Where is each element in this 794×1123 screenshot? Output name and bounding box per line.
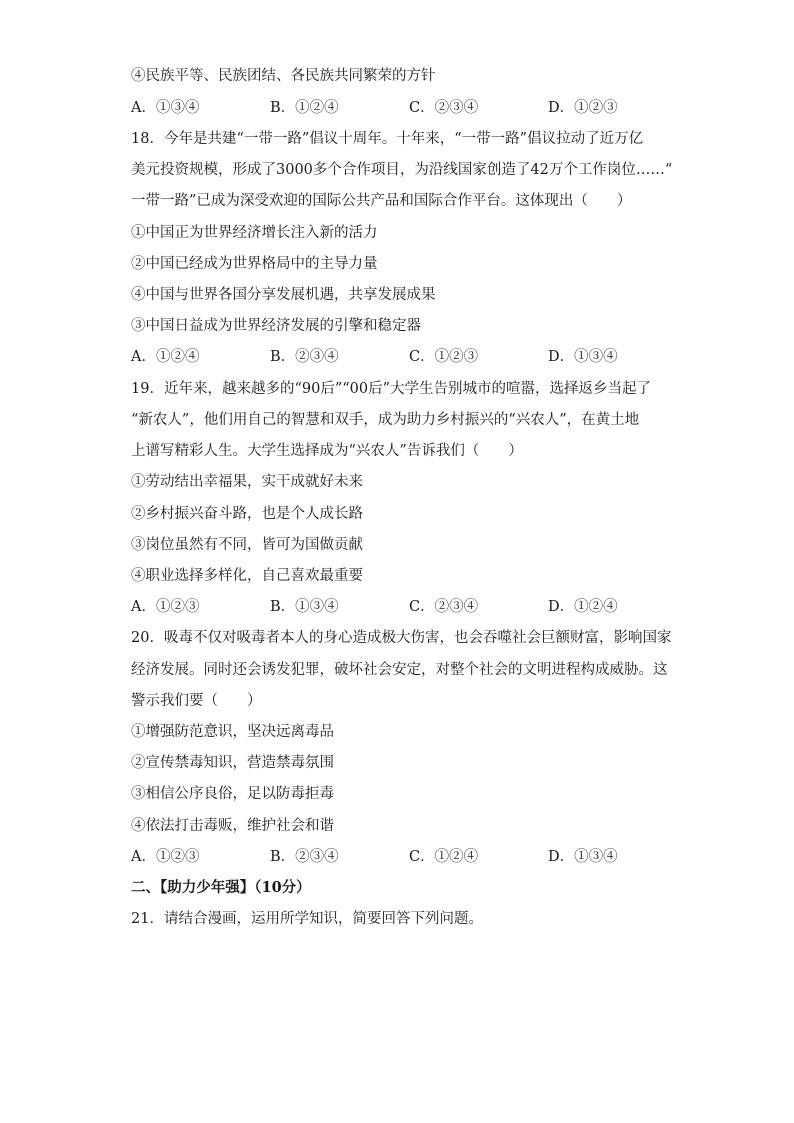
q18-options	[131, 347, 651, 367]
q20-options	[131, 847, 651, 867]
q18-stem-line-2: 美元投资规模，形成了3000多个合作项目，为沿线国家创造了42万个工作岗位……“	[131, 162, 673, 178]
q19-item-4: ④职业选择多样化，自己喜欢最重要	[131, 568, 363, 584]
q17-option-a: A．①③④	[131, 100, 200, 116]
q20-item-2: ②宣传禁毒知识，营造禁毒氛围	[131, 755, 334, 771]
q18-item-1: ①中国正为世界经济增长注入新的活力	[131, 225, 378, 241]
q20-stem-line-3: 警示我们要（ ）	[131, 693, 262, 709]
q20-option-b: B．②③④	[270, 849, 339, 865]
q20-item-4: ④依法打击毒贩，维护社会和谐	[131, 818, 334, 834]
q18-option-a: A．①②④	[131, 349, 200, 365]
q19-option-b: B．①③④	[270, 599, 339, 615]
section-2-title: 二、【助力少年强】（10分）	[131, 879, 311, 896]
q19-option-c: C．②③④	[409, 599, 479, 615]
q17-option-b: B．①②④	[270, 100, 339, 116]
q19-option-d: D．①②④	[548, 599, 618, 615]
q19-item-3: ③岗位虽然有不同，皆可为国做贡献	[131, 537, 363, 553]
q17-item-4: ④民族平等、民族团结、各民族共同繁荣的方针	[131, 68, 436, 84]
q20-option-c: C．①②④	[409, 849, 479, 865]
q19-options	[131, 597, 651, 617]
q20-item-3: ③相信公序良俗，足以防毒拒毒	[131, 786, 334, 802]
q19-item-1: ①劳动结出幸福果，实干成就好未来	[131, 474, 363, 490]
q17-options	[131, 98, 651, 118]
q19-stem-line-2: “新农人”，他们用自己的智慧和双手，成为助力乡村振兴的“兴农人”，在黄土地	[131, 412, 640, 428]
q17-option-c: C．②③④	[409, 100, 479, 116]
q19-stem-line-1: 19．近年来，越来越多的“90后”“00后”大学生告别城市的喧嚣，选择返乡当起了	[131, 381, 652, 397]
q20-stem-line-1: 20．吸毒不仅对吸毒者本人的身心造成极大伤害，也会吞噬社会巨额财富，影响国家	[131, 630, 672, 646]
q19-stem-line-3: 上谱写精彩人生。大学生选择成为“兴农人”告诉我们（ ）	[131, 443, 523, 459]
q20-item-1: ①增强防范意识，坚决远离毒品	[131, 724, 334, 740]
q20-option-d: D．①③④	[548, 849, 618, 865]
q18-option-d: D．①③④	[548, 349, 618, 365]
q20-stem-line-2: 经济发展。同时还会诱发犯罪，破坏社会安定，对整个社会的文明进程构成威胁。这	[131, 662, 668, 678]
q21-stem: 21．请结合漫画，运用所学知识，简要回答下列问题。	[131, 911, 483, 927]
q19-item-2: ②乡村振兴奋斗路，也是个人成长路	[131, 506, 363, 522]
q18-stem-line-1: 18．今年是共建“一带一路”倡议十周年。十年来，“一带一路”倡议拉动了近万亿	[131, 131, 644, 147]
q18-stem-line-3: 一带一路”已成为深受欢迎的国际公共产品和国际合作平台。这体现出（ ）	[131, 193, 632, 209]
q20-option-a: A．①②③	[131, 849, 200, 865]
q18-option-b: B．②③④	[270, 349, 339, 365]
q18-option-c: C．①②③	[409, 349, 479, 365]
q18-item-3: ③中国日益成为世界经济发展的引擎和稳定器	[131, 318, 421, 334]
q17-option-d: D．①②③	[548, 100, 618, 116]
q18-item-2: ②中国已经成为世界格局中的主导力量	[131, 256, 378, 272]
q18-item-4: ④中国与世界各国分享发展机遇，共享发展成果	[131, 287, 436, 303]
q19-option-a: A．①②③	[131, 599, 200, 615]
